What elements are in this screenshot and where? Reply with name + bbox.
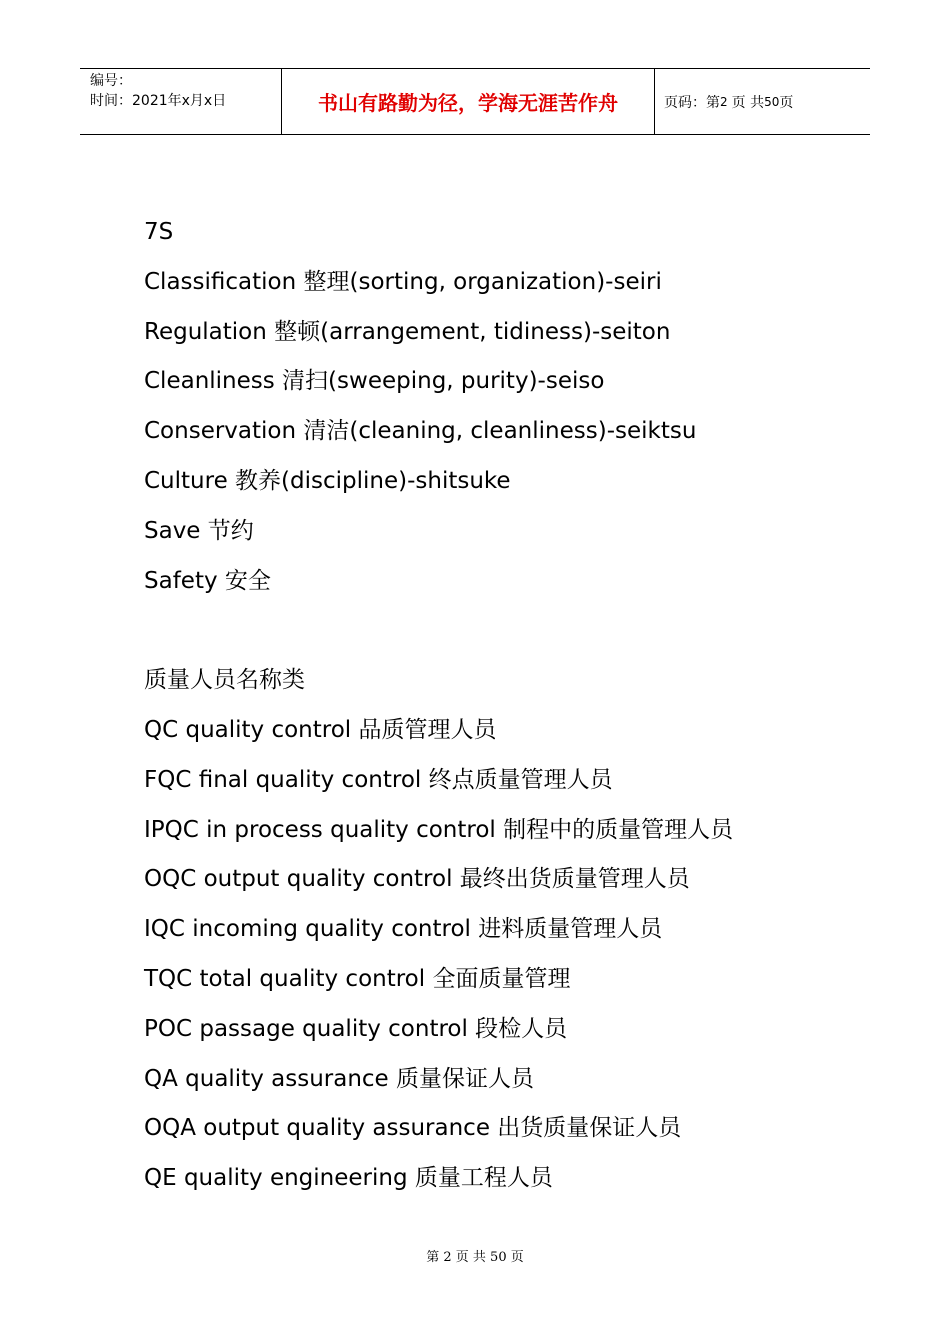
list-item: Safety 安全: [144, 567, 271, 594]
page-label: 页码：第: [664, 94, 720, 111]
list-item: QE quality engineering 质量工程人员: [144, 1165, 553, 1192]
list-item: FQC final quality control 终点质量管理人员: [144, 766, 613, 793]
list-item: OQC output quality control 最终出货质量管理人员: [144, 866, 690, 893]
section-spacer: [144, 606, 864, 656]
document-body: [144, 208, 864, 1204]
page-mid-label: 页 共: [731, 94, 765, 111]
page-current: 2: [720, 94, 728, 109]
list-item: Cleanliness 清扫(sweeping, purity)-seiso: [144, 368, 605, 395]
page-total: 50: [764, 94, 780, 109]
list-item: Classification 整理(sorting, organization)-seiri: [144, 268, 662, 295]
list-item: OQA output quality assurance 出货质量保证人员: [144, 1115, 682, 1142]
section-7s-title: 7S: [144, 219, 174, 245]
list-item: Conservation 清洁(cleaning, cleanliness)-seiktsu: [144, 418, 697, 445]
list-item: QC quality control 品质管理人员: [144, 716, 497, 743]
header-meta: [80, 69, 282, 134]
document-number-label: 编号：: [90, 73, 132, 89]
list-item: Regulation 整顿(arrangement, tidiness)-seiton: [144, 318, 671, 345]
list-item: IPQC in process quality control 制程中的质量管理人员: [144, 816, 734, 843]
page-footer: 第 2 页 共 50 页: [426, 1250, 524, 1265]
section-7s: [144, 208, 864, 606]
page-end-label: 页: [779, 94, 794, 111]
list-item: QA quality assurance 质量保证人员: [144, 1065, 535, 1092]
section-quality-personnel: [144, 656, 864, 1204]
list-item: IQC incoming quality control 进料质量管理人员: [144, 916, 663, 943]
document-time-label: 时间：2021年x月x日: [90, 93, 227, 109]
list-item: Save 节约: [144, 517, 254, 544]
list-item: TQC total quality control 全面质量管理: [144, 965, 571, 992]
section-quality-title: 质量人员名称类: [144, 667, 305, 694]
header-page-indicator: [655, 69, 870, 134]
list-item: POC passage quality control 段检人员: [144, 1015, 568, 1042]
page-header: [80, 68, 870, 135]
list-item: Culture 教养(discipline)-shitsuke: [144, 467, 511, 494]
header-motto: 书山有路勤为径，学海无涯苦作舟: [282, 69, 655, 134]
